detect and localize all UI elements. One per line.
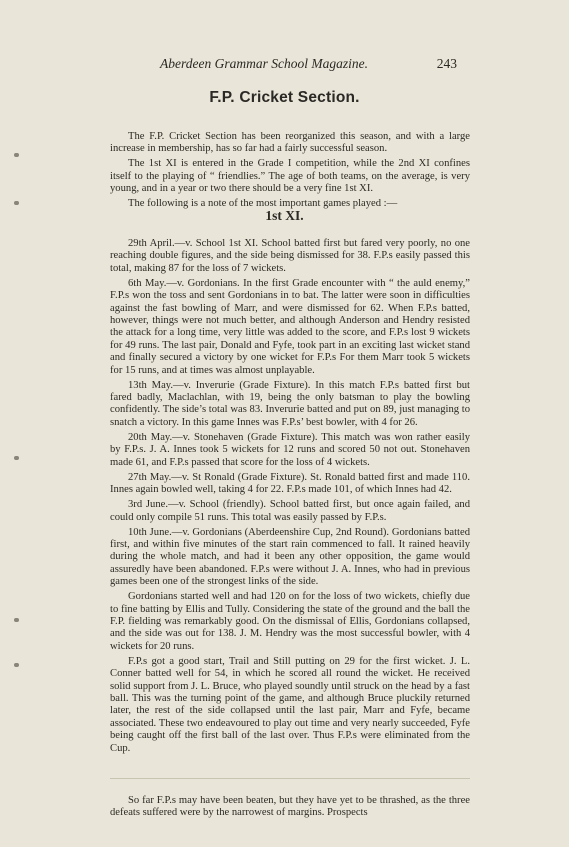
match-paragraph: 20th May.—v. Stonehaven (Grade Fixture). This match was won rather easily by F.P.s. J. A. Innes took 5 wickets for 12 runs and scored 50 not out. Stonehaven made 61, and F.P.s passed that score for the loss of 4 wickets. <box>110 431 470 468</box>
closing-paragraph: So far F.P.s may have been beaten, but they have yet to be thrashed, as the three defeats suffered were by the narrowest of margins. Prospects <box>110 795 470 819</box>
page-number: 243 <box>436 56 457 71</box>
closing-text <box>110 795 470 820</box>
section-title: F.P. Cricket Section. <box>209 89 360 106</box>
match-paragraph: 3rd June.—v. School (friendly). School batted first, but once again failed, and could only compile 51 runs. This total was easily passed by F.P.s. <box>110 499 470 523</box>
match-reports <box>110 238 470 755</box>
intro-paragraph: The F.P. Cricket Section has been reorganized this season, and with a large increase in membership, has so far had a fairly successful season. <box>110 131 470 155</box>
section-divider <box>110 778 470 779</box>
margin-mark <box>14 663 19 667</box>
match-paragraph: 10th June.—v. Gordonians (Aberdeenshire Cup, 2nd Round). Gordonians batted first, and within five minutes of the start rain commenced to fall. It rained heavily during the whole match, and had it been any other opposition, the game would assuredly have been abandoned. F.P.s were without J. A. Innes, who had in previous games been one of the strongest links of the side. <box>110 526 470 588</box>
match-paragraph: 29th April.—v. School 1st XI. School batted first but fared very poorly, no one reaching double figures, and the side being dismissed for 38. F.P.s easily passed this total, making 87 for the loss of 7 wickets. <box>110 238 470 274</box>
intro-paragraph: The following is a note of the most important games played :— <box>128 198 398 210</box>
first-eleven-heading: 1st XI. <box>265 208 304 223</box>
intro-text <box>110 131 470 211</box>
intro-paragraph: The 1st XI is entered in the Grade I competition, while the 2nd XI confines itself to the playing of “ friendlies.” The age of both teams, on the average, is very young, and in a year or two there should be a very fine 1st XI. <box>110 158 470 195</box>
match-paragraph: F.P.s got a good start, Trail and Still putting on 29 for the first wicket. J. L. Conner batted well for 54, in which he scored all round the wicket. He received solid support from J. L. Bruce, who played soundly until struck on the head by a fast ball. This was the turning point of the game, and although Bruce pluckily returned later, the rest of the side collapsed until the last pair, Marr and Fyfe, became associated. These two endeavoured to play out time and very nearly succeeded, Fyfe being caught off the first ball of the last over. Thus F.P.s were eliminated from the Cup. <box>110 655 470 754</box>
match-paragraph: 13th May.—v. Inverurie (Grade Fixture). In this match F.P.s batted first but fared badly, Maclachlan, with 19, being the only batsman to play the bowling confidently. The side’s total was 83. Inverurie batted and put on 89, just managing to snatch a victory. In this game Innes was F.P.s’ best bowler, with 4 for 26. <box>110 379 470 428</box>
margin-mark <box>14 618 19 622</box>
margin-mark <box>14 153 19 157</box>
match-paragraph: 6th May.—v. Gordonians. In the first Grade encounter with “ the auld enemy,” F.P.s won the toss and sent Gordonians in to bat. The latter were soon in difficulties against the fast bowling of Marr, and were dismissed for 62. When F.P.s batted, however, things were not much better, and although Anderson and Hendry resisted the attack for a long time, very little was added to the score, and F.P.s lost 9 wickets for 49 runs. The last pair, Donald and Fyfe, took part in an exciting last wicket stand and finally secured a victory by one wicket for F.P.s For them Marr took 5 wickets for 15 runs, and at times was almost unplayable. <box>110 277 470 376</box>
running-title: Aberdeen Grammar School Magazine. <box>160 56 368 71</box>
margin-mark <box>14 456 19 460</box>
match-paragraph: 27th May.—v. St Ronald (Grade Fixture). St. Ronald batted first and made 110. Innes again bowled well, taking 4 for 22. F.P.s made 101, of which Innes had 42. <box>110 471 470 496</box>
margin-mark <box>14 201 19 205</box>
match-paragraph: Gordonians started well and had 120 on for the loss of two wickets, chiefly due to fine batting by Ellis and Tully. Considering the state of the ground and the ball the F.P. fielding was remarkably good. On the dismissal of Ellis, Gordonians collapsed, and the side was out for 138. J. M. Hendry was the most successful bowler, with 4 wickets for 20 runs. <box>110 591 470 652</box>
running-head <box>0 56 569 76</box>
